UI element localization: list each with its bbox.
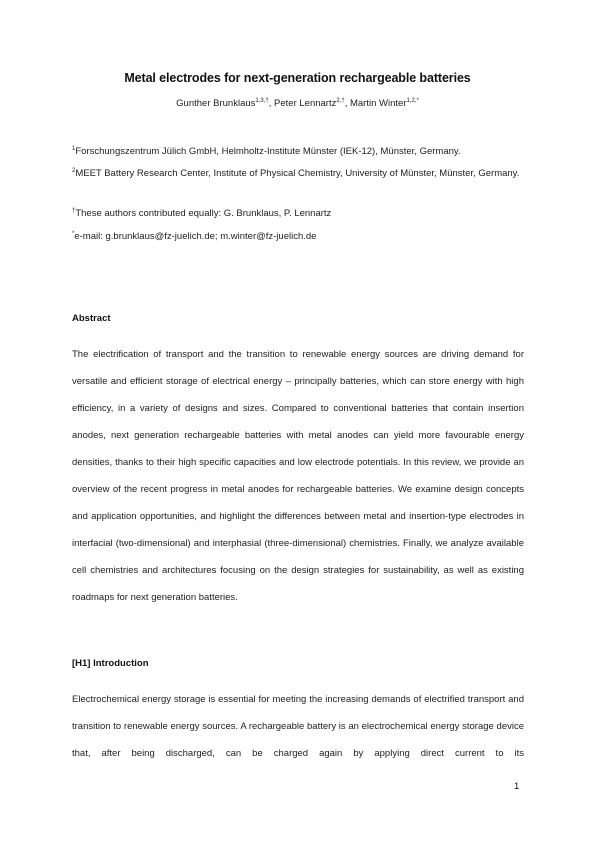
introduction-text: Electrochemical energy storage is essential for meeting the increasing demands of electrified transport and transition to renewable energy sources. A rechargeable battery is an electrochemical energy storage device that, after being discharged, can be charged again by applying direct current to its bbox=[72, 694, 524, 759]
author-list bbox=[0, 98, 595, 109]
author-superscript: 1,3,† bbox=[255, 97, 269, 104]
paper-title: Metal electrodes for next-generation rechargeable batteries bbox=[124, 71, 471, 85]
page-number: 1 bbox=[514, 781, 520, 792]
affiliation bbox=[72, 144, 524, 160]
author-name: Gunther Brunklaus bbox=[176, 98, 256, 109]
affiliation-text: Forschungszentrum Jülich GmbH, Helmholtz-Institute Münster (IEK-12), Münster, Germany. bbox=[75, 146, 461, 157]
abstract-text: The electrification of transport and the transition to renewable energy sources are driving demand for versatile and efficient storage of electrical energy – principally batteries, which can store energy with high efficiency, in a variety of designs and sizes. Compared to conventional batteries that contain insertion anodes, next generation rechargeable batteries with metal anodes can yield more favourable energy densities, thanks to their high specific capacities and low electrode potentials. In this review, we provide an overview of the recent progress in metal anodes for rechargeable batteries. We examine design concepts and application opportunities, and highlight the differences between metal and insertion-type electrodes in interfacial (two-dimensional) and interphasial (three-dimensional) chemistries. Finally, we analyze available cell chemistries and architectures focusing on the design strategies for sustainability, as well as existing roadmaps for next generation batteries. bbox=[72, 349, 524, 603]
affiliation bbox=[72, 166, 524, 182]
author-superscript: 1,2,* bbox=[406, 97, 419, 104]
correspondence-email bbox=[72, 229, 524, 245]
affiliation-text: e-mail: g.brunklaus@fz-juelich.de; m.winter@fz-juelich.de bbox=[74, 231, 317, 242]
affiliation-marker: 2 bbox=[72, 167, 76, 174]
author-separator: , bbox=[268, 98, 275, 109]
affiliation-marker: * bbox=[72, 230, 75, 237]
affiliation-marker: † bbox=[72, 207, 76, 214]
affiliation-text: MEET Battery Research Center, Institute of Physical Chemistry, University of Münster, Münster, Germany. bbox=[75, 168, 520, 179]
author-separator: , bbox=[344, 98, 350, 109]
affiliation bbox=[72, 206, 524, 222]
author-name: Martin Winter bbox=[349, 98, 407, 109]
introduction-heading: [H1] Introduction bbox=[72, 658, 149, 669]
author-superscript: 2,† bbox=[336, 97, 345, 104]
abstract-heading: Abstract bbox=[72, 313, 111, 324]
affiliation-marker: 1 bbox=[72, 145, 76, 152]
affiliation-text: These authors contributed equally: G. Brunklaus, P. Lennartz bbox=[75, 208, 332, 219]
author-name: Peter Lennartz bbox=[274, 98, 337, 109]
